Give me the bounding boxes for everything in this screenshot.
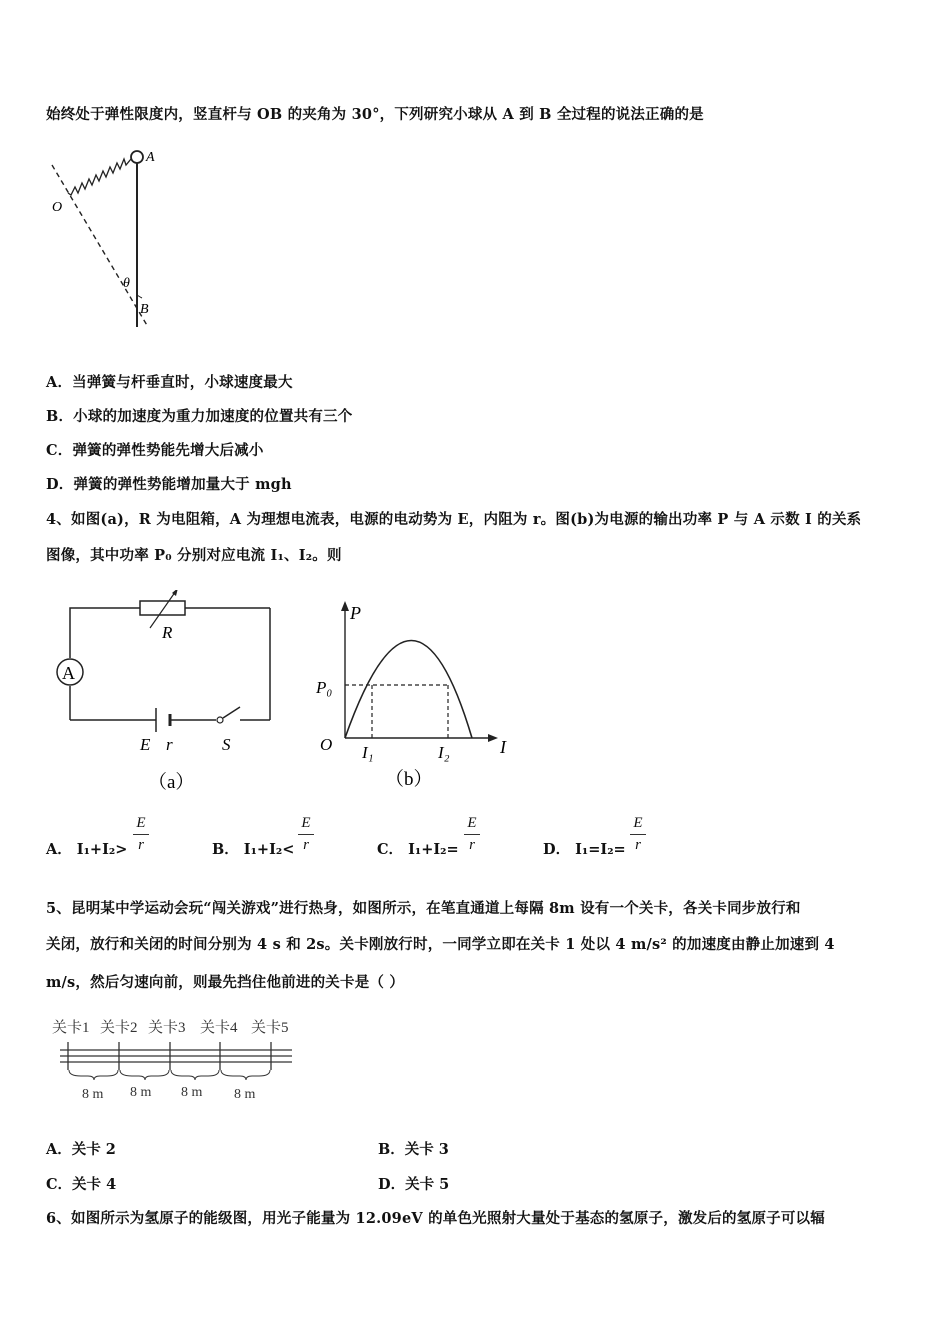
q4-option-d: D． I₁=I₂= (543, 841, 626, 858)
fraction-numerator: E (633, 815, 643, 831)
label-origin: O (320, 735, 333, 754)
brace-2 (120, 1070, 169, 1080)
distance-2: 8 m (130, 1085, 152, 1100)
switch-lever (223, 707, 240, 718)
label-i2: I₂ (438, 743, 450, 762)
switch-contact (217, 717, 223, 723)
fraction-denominator: r (138, 837, 144, 853)
fraction-numerator: E (301, 815, 311, 831)
q4-option-c-fraction (464, 815, 480, 854)
q4-option-c: C． I₁+I₂= (377, 841, 459, 858)
q4-option-b: B． I₁+I₂< (212, 841, 295, 858)
q3-option-b: B．小球的加速度为重力加速度的位置共有三个 (46, 408, 353, 425)
q3-stem: 始终处于弹性限度内，竖直杆与 OB 的夹角为 30°，下列研究小球从 A 到 B 全过程的说法正确的是 (46, 106, 704, 123)
label-i: I (500, 737, 506, 757)
label-p: P (350, 603, 361, 623)
label-r-internal: r (166, 735, 173, 754)
brace-3 (171, 1070, 219, 1080)
brace-4 (221, 1070, 270, 1080)
resistor-box (140, 601, 185, 615)
q5-stem-line1: 5、昆明某中学运动会玩“闯关游戏”进行热身，如图所示，在笔直通道上每隔 8m 设有一个关卡，各关卡同步放行和 (46, 900, 801, 917)
q4-stem-line2: 图像，其中功率 P₀ 分别对应电流 I₁、I₂。则 (46, 547, 342, 564)
label-s: S (222, 735, 231, 754)
label-i1: I₁ (362, 743, 374, 762)
q5-option-d: D．关卡 5 (378, 1176, 450, 1193)
ball-a (131, 151, 143, 163)
gate-label-3: 关卡3 (148, 1020, 186, 1036)
fraction-denominator: r (469, 837, 475, 853)
q5-stem-line2: 关闭，放行和关闭的时间分别为 4 s 和 2s。关卡刚放行时，一同学立即在关卡 1 处以 4 m/s² 的加速度由静止加速到 4 (46, 936, 835, 953)
q3-option-c: C．弹簧的弹性势能先增大后减小 (46, 442, 264, 459)
label-a: A (146, 150, 155, 165)
caption-a: （a） (148, 772, 195, 793)
q5-option-a: A．关卡 2 (46, 1141, 116, 1158)
q4-option-a-fraction (133, 815, 149, 854)
q5-option-c: C．关卡 4 (46, 1176, 117, 1193)
q4-figure-b-graph (310, 595, 530, 800)
q4-option-d-fraction (630, 815, 646, 854)
q5-option-b: B．关卡 3 (378, 1141, 449, 1158)
ammeter-label: A (62, 663, 75, 683)
label-o: O (52, 200, 63, 215)
gate-label-5: 关卡5 (251, 1020, 289, 1036)
caption-b: （b） (385, 769, 433, 790)
spring (68, 159, 131, 195)
fraction-numerator: E (136, 815, 146, 831)
distance-4: 8 m (234, 1087, 256, 1102)
q3-option-a: A．当弹簧与杆垂直时，小球速度最大 (46, 374, 293, 391)
gate-label-4: 关卡4 (200, 1020, 238, 1036)
q4-figure-a-circuit (48, 590, 288, 800)
power-curve (345, 641, 472, 739)
fraction-denominator: r (635, 837, 641, 853)
q3-option-d: D．弹簧的弹性势能增加量大于 mgh (46, 476, 292, 493)
distance-3: 8 m (181, 1085, 203, 1100)
label-p0: P₀ (316, 678, 333, 697)
circuit-wire (70, 608, 140, 658)
distance-1: 8 m (82, 1087, 104, 1102)
fraction-numerator: E (467, 815, 477, 831)
q5-figure-gates (48, 1012, 308, 1112)
q4-option-a: A． I₁+I₂> (46, 841, 128, 858)
label-r-resistor: R (162, 623, 173, 642)
label-theta: θ (123, 276, 130, 291)
brace-1 (69, 1070, 118, 1080)
gate-label-2: 关卡2 (100, 1020, 138, 1036)
q4-option-b-fraction (298, 815, 314, 854)
q6-stem-line1: 6、如图所示为氢原子的能级图，用光子能量为 12.09eV 的单色光照射大量处于基态的氢原子，激发后的氢原子可以辐 (46, 1210, 825, 1227)
q5-stem-line3: m/s，然后匀速向前，则最先挡住他前进的关卡是（ ） (46, 974, 405, 991)
q4-stem-line1: 4、如图(a)，R 为电阻箱，A 为理想电流表，电源的电动势为 E，内阻为 r。图(b)为电源的输出功率 P 与 A 示数 I 的关系 (46, 511, 862, 528)
label-e: E (140, 735, 151, 754)
label-b: B (140, 302, 149, 317)
dashed-line-ob (52, 165, 148, 327)
q3-figure (40, 135, 180, 335)
fraction-denominator: r (303, 837, 309, 853)
gate-label-1: 关卡1 (52, 1020, 90, 1036)
